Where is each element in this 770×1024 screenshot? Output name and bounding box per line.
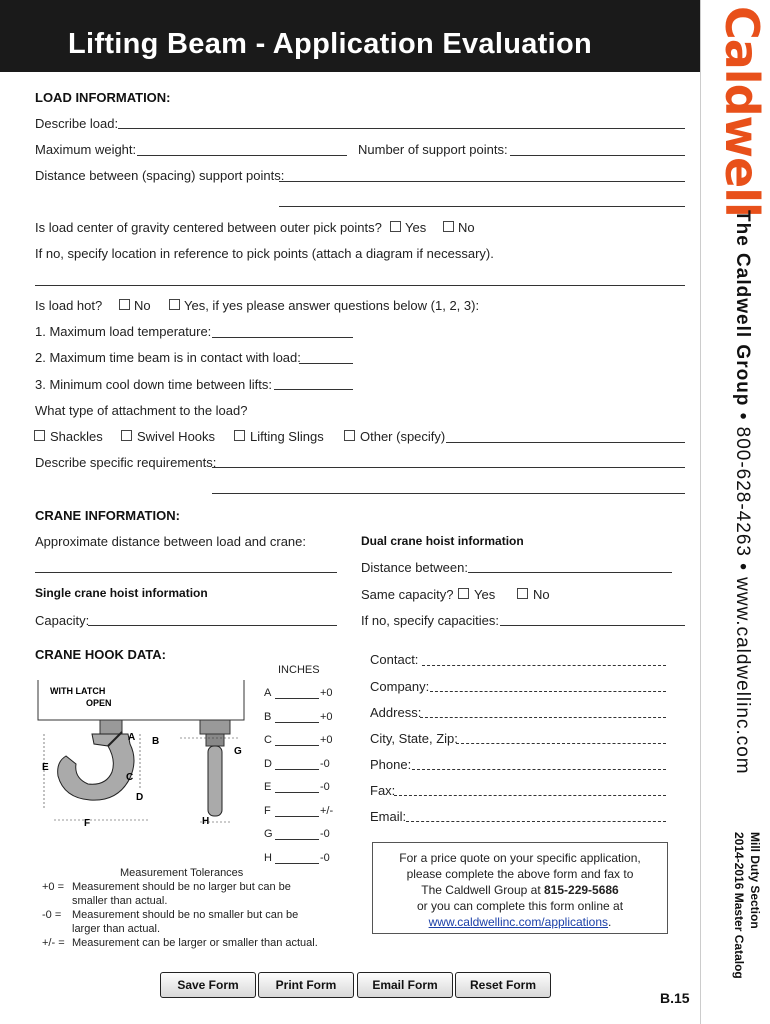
- diagram-letter-d: D: [136, 792, 144, 803]
- hook-side-view: [200, 720, 230, 816]
- hook-row-field-a[interactable]: [275, 698, 319, 699]
- single-heading: Single crane hoist information: [35, 586, 208, 600]
- approx-distance-label: Approximate distance between load and crane:: [35, 534, 307, 549]
- address-label: Address:: [370, 705, 422, 720]
- distance-between-label: Distance between:: [361, 560, 468, 575]
- cog-specify-label: If no, specify location in reference to pick points (attach a diagram if necessary).: [35, 246, 494, 261]
- quote-fax-number: 815-229-5686: [544, 883, 619, 897]
- hook-row-letter-h: H: [264, 852, 272, 864]
- hot-no-label: No: [134, 298, 151, 313]
- tol2-text-b: larger than actual.: [72, 923, 161, 935]
- contact-label: Contact:: [370, 652, 419, 667]
- crane-heading: CRANE INFORMATION:: [35, 508, 180, 523]
- hook-row-tol-h: -0: [320, 852, 330, 864]
- slings-label: Lifting Slings: [250, 429, 324, 444]
- fax-label: Fax:: [370, 783, 396, 798]
- q1-field[interactable]: [212, 337, 353, 338]
- side-banner: [700, 0, 770, 1024]
- spacing-label: Distance between (spacing) support points:: [35, 168, 285, 183]
- swivel-checkbox[interactable]: [121, 430, 132, 441]
- hook-row-tol-g: -0: [320, 828, 330, 840]
- hook-row-field-c[interactable]: [275, 745, 319, 746]
- hook-row-field-d[interactable]: [275, 769, 319, 770]
- spacing-field-2[interactable]: [279, 206, 685, 207]
- side-contact-line: [731, 210, 753, 775]
- same-capacity-no-checkbox[interactable]: [517, 588, 528, 599]
- shackles-checkbox[interactable]: [34, 430, 45, 441]
- cog-yes-checkbox[interactable]: [390, 221, 401, 232]
- hook-row-field-h[interactable]: [275, 863, 319, 864]
- latch-label-1: WITH LATCH: [50, 686, 106, 696]
- side-section: Mill Duty Section: [748, 832, 762, 929]
- hook-diagram: [30, 680, 260, 830]
- hook-row-tol-d: -0: [320, 758, 330, 770]
- tol3-key: +/- =: [42, 937, 65, 949]
- requirements-field[interactable]: [212, 467, 685, 468]
- quote-line-1: For a price quote on your specific application,: [399, 851, 641, 865]
- distance-between-field[interactable]: [468, 572, 672, 573]
- slings-checkbox[interactable]: [234, 430, 245, 441]
- hook-heading: CRANE HOOK DATA:: [35, 647, 166, 662]
- tol3-text-a: Measurement can be larger or smaller than actual.: [72, 937, 318, 949]
- same-capacity-yes-label: Yes: [474, 587, 496, 602]
- swivel-label: Swivel Hooks: [137, 429, 216, 444]
- load-heading: LOAD INFORMATION:: [35, 90, 171, 105]
- quote-line-5: [373, 915, 667, 929]
- other-label: Other (specify): [360, 429, 446, 444]
- side-company: The Caldwell Group: [732, 210, 753, 407]
- city-field[interactable]: [456, 743, 666, 744]
- tol1-text-b: smaller than actual.: [72, 895, 168, 907]
- diagram-letter-e: E: [42, 762, 49, 773]
- support-points-field[interactable]: [510, 155, 685, 156]
- cog-yes-label: Yes: [405, 220, 427, 235]
- email-label: Email:: [370, 809, 407, 824]
- other-checkbox[interactable]: [344, 430, 355, 441]
- tol1-text-a: Measurement should be no larger but can be: [72, 881, 291, 893]
- hook-row-letter-e: E: [264, 781, 272, 793]
- capacity-label: Capacity:: [35, 613, 90, 628]
- diagram-letter-h: H: [202, 816, 210, 827]
- capacity-field[interactable]: [88, 625, 337, 626]
- hook-row-field-g[interactable]: [275, 839, 319, 840]
- hot-question: Is load hot?: [35, 298, 103, 313]
- cog-specify-field[interactable]: [35, 285, 685, 286]
- quote-line-3: [373, 883, 667, 897]
- hook-row-tol-b: +0: [320, 711, 333, 723]
- phone-label: Phone:: [370, 757, 412, 772]
- hook-row-field-e[interactable]: [275, 792, 319, 793]
- latch-label-2: OPEN: [86, 698, 112, 708]
- quote-line-5-end: .: [608, 915, 612, 929]
- tol2-key: -0 =: [42, 909, 62, 921]
- tolerance-title: Measurement Tolerances: [120, 867, 244, 879]
- hook-row-letter-d: D: [264, 758, 272, 770]
- attach-question: What type of attachment to the load?: [35, 403, 248, 418]
- specify-capacities-label: If no, specify capacities:: [361, 613, 500, 628]
- diagram-letter-a: A: [128, 732, 136, 743]
- address-field[interactable]: [420, 717, 666, 718]
- side-catalog-years: 2014-2016 Master Catalog: [732, 832, 746, 979]
- page-number: B.15: [660, 990, 690, 1006]
- quote-line-2: please complete the above form and fax to: [406, 867, 634, 881]
- hook-units: INCHES: [278, 664, 320, 676]
- hook-row-tol-f: +/-: [320, 805, 334, 817]
- email-field[interactable]: [406, 821, 666, 822]
- approx-distance-field[interactable]: [35, 572, 337, 573]
- same-capacity-no-label: No: [533, 587, 550, 602]
- title-bar: [0, 0, 700, 72]
- q2-label: 2. Maximum time beam is in contact with load:: [35, 350, 301, 365]
- q2-field[interactable]: [299, 363, 353, 364]
- same-capacity-yes-checkbox[interactable]: [458, 588, 469, 599]
- company-field[interactable]: [430, 691, 666, 692]
- hook-row-tol-c: +0: [320, 734, 333, 746]
- side-bullet-1: •: [732, 412, 753, 421]
- tol2-text-a: Measurement should be no smaller but can be: [72, 909, 299, 921]
- q1-label: 1. Maximum load temperature:: [35, 324, 212, 339]
- hook-row-field-b[interactable]: [275, 722, 319, 723]
- quote-line-3-prefix: The Caldwell Group at: [421, 883, 544, 897]
- diagram-letter-f: F: [84, 818, 91, 829]
- page-title: Lifting Beam - Application Evaluation: [68, 28, 592, 60]
- hook-shape: [58, 720, 134, 800]
- side-banner-rotated: [701, 0, 770, 1024]
- specify-capacities-field[interactable]: [500, 625, 685, 626]
- max-weight-label: Maximum weight:: [35, 142, 137, 157]
- hot-yes-checkbox[interactable]: [169, 299, 180, 310]
- cog-no-checkbox[interactable]: [443, 221, 454, 232]
- hook-row-tol-a: +0: [320, 687, 333, 699]
- describe-load-label: Describe load:: [35, 116, 119, 131]
- spacing-field[interactable]: [279, 181, 685, 182]
- cog-question: Is load center of gravity centered between outer pick points?: [35, 220, 382, 235]
- applications-link[interactable]: www.caldwellinc.com/applications: [428, 915, 609, 929]
- reset-form-button[interactable]: Reset Form: [455, 972, 551, 998]
- email-form-button[interactable]: Email Form: [357, 972, 453, 998]
- support-points-label: Number of support points:: [358, 142, 508, 157]
- caldwell-logo: Caldwell: [715, 6, 769, 217]
- print-form-button[interactable]: Print Form: [258, 972, 354, 998]
- hook-row-letter-c: C: [264, 734, 272, 746]
- hook-row-letter-g: G: [264, 828, 273, 840]
- side-catalog: [731, 832, 763, 979]
- cog-no-label: No: [458, 220, 475, 235]
- city-label: City, State, Zip:: [370, 731, 458, 746]
- shackles-label: Shackles: [50, 429, 103, 444]
- hot-no-checkbox[interactable]: [119, 299, 130, 310]
- phone-field[interactable]: [412, 769, 666, 770]
- requirements-label: Describe specific requirements:: [35, 455, 217, 470]
- save-form-button[interactable]: Save Form: [160, 972, 256, 998]
- company-label: Company:: [370, 679, 430, 694]
- q3-label: 3. Minimum cool down time between lifts:: [35, 377, 272, 392]
- fax-field[interactable]: [394, 795, 666, 796]
- quote-box: [372, 842, 668, 934]
- hook-row-field-f[interactable]: [275, 816, 319, 817]
- same-capacity-label: Same capacity?: [361, 587, 454, 602]
- side-website: www.caldwellinc.com: [732, 577, 753, 775]
- dual-heading: Dual crane hoist information: [361, 534, 524, 548]
- quote-line-4: or you can complete this form online at: [416, 899, 624, 913]
- requirements-field-2[interactable]: [212, 493, 685, 494]
- hook-row-letter-a: A: [264, 687, 272, 699]
- other-field[interactable]: [446, 442, 685, 443]
- max-weight-field[interactable]: [137, 155, 347, 156]
- contact-field[interactable]: [422, 665, 666, 666]
- side-bullet-2: •: [732, 563, 753, 571]
- describe-load-field[interactable]: [118, 128, 685, 129]
- hook-row-tol-e: -0: [320, 781, 330, 793]
- diagram-letter-c: C: [126, 772, 134, 783]
- side-phone: 800-628-4263: [732, 426, 753, 557]
- hot-yes-label: Yes, if yes please answer questions below (1, 2, 3):: [184, 298, 480, 313]
- q3-field[interactable]: [274, 389, 353, 390]
- hook-row-letter-f: F: [264, 805, 271, 817]
- tol1-key: +0 =: [42, 881, 65, 893]
- hook-row-letter-b: B: [264, 711, 272, 723]
- diagram-letter-g: G: [234, 746, 242, 757]
- diagram-letter-b: B: [152, 736, 160, 747]
